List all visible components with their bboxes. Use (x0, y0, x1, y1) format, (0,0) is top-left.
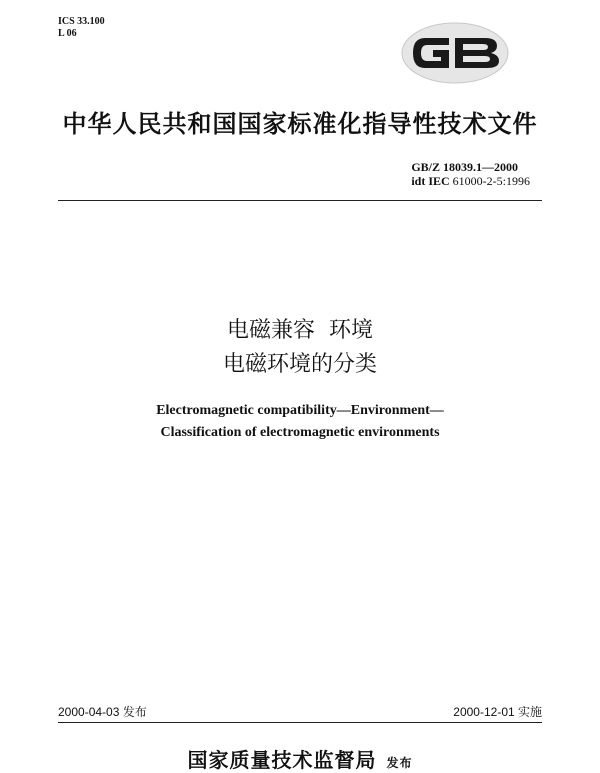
english-title-line-1: Electromagnetic compatibility—Environment— (156, 403, 444, 418)
equivalence-number: 61000-2-5:1996 (452, 174, 530, 188)
chinese-title (0, 314, 600, 382)
gb-logo (401, 22, 509, 84)
english-title (0, 400, 600, 444)
date-row (58, 703, 542, 720)
implementation-date: 2000-12-01 实施 (453, 705, 542, 719)
main-title: 中华人民共和国国家标准化指导性技术文件 (62, 110, 538, 138)
standard-number: GB/Z 18039.1—2000 (411, 160, 519, 174)
header-divider (58, 200, 542, 201)
equivalence-prefix: idt IEC (411, 174, 450, 188)
ics-code: ICS 33.100 (58, 16, 105, 27)
classification-codes (58, 16, 105, 40)
english-title-line-2: Classification of electromagnetic environments (160, 425, 440, 440)
chinese-title-line-1: 电磁兼容 环境 (227, 318, 373, 343)
footer-divider (58, 722, 542, 723)
chinese-title-line-2: 电磁环境的分类 (222, 352, 377, 377)
class-code: L 06 (58, 28, 77, 39)
issue-date: 2000-04-03 发布 (58, 705, 147, 719)
standard-number-block (411, 160, 530, 188)
issuer-suffix: 发布 (386, 756, 413, 770)
issuer (0, 744, 600, 773)
issuer-name: 国家质量技术监督局 (187, 748, 377, 772)
